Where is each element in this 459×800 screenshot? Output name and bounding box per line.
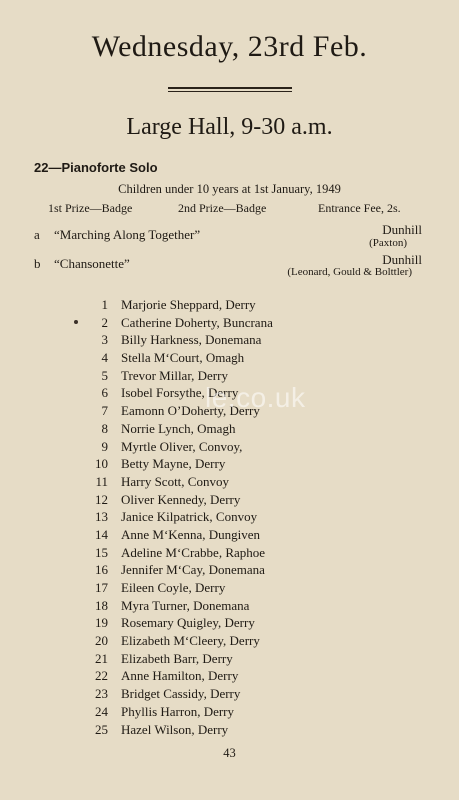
list-item <box>0 509 459 527</box>
venue-time: Large Hall, 9-30 a.m. <box>126 114 333 140</box>
entrant-number: 5 <box>101 367 108 383</box>
list-item <box>0 651 459 669</box>
list-item <box>0 704 459 722</box>
list-item <box>0 668 459 686</box>
list-item <box>0 545 459 563</box>
entrant-name: Trevor Millar, Derry <box>121 367 228 383</box>
entrant-number: 14 <box>95 526 108 542</box>
entrant-name: Elizabeth Barr, Derry <box>121 650 233 666</box>
entrant-number: 8 <box>101 420 108 436</box>
piece-publisher: (Leonard, Gould & Bolttler) <box>287 266 412 278</box>
entrant-number: 24 <box>95 703 108 719</box>
piece-title: “Chansonette” <box>54 256 130 271</box>
second-prize: 2nd Prize—Badge <box>178 201 267 215</box>
entrant-number: 13 <box>95 509 108 525</box>
entrant-number: 21 <box>95 650 108 666</box>
entrant-name: Hazel Wilson, Derry <box>121 721 229 737</box>
entrant-name: Rosemary Quigley, Derry <box>121 615 255 631</box>
entrant-number: 16 <box>95 562 108 578</box>
entrant-name: Bridget Cassidy, Derry <box>121 686 241 702</box>
entrant-number: 20 <box>95 633 108 649</box>
piece-composer: Dunhill <box>382 222 422 237</box>
list-item <box>0 633 459 651</box>
class-title: 22—Pianoforte Solo <box>34 160 158 175</box>
entrant-name: Harry Scott, Convoy <box>121 473 229 489</box>
entrant-number: 25 <box>95 721 108 737</box>
title-rule <box>168 87 292 92</box>
entrant-number: 12 <box>95 491 108 507</box>
entrant-number: 1 <box>101 297 108 312</box>
list-item <box>0 527 459 545</box>
entrant-number: 15 <box>95 544 108 560</box>
entrant-number: 19 <box>95 615 108 631</box>
entrant-number: 18 <box>95 597 108 613</box>
entrant-number: 3 <box>101 332 108 348</box>
entrant-name: Myra Turner, Donemana <box>121 597 250 613</box>
list-item <box>0 297 459 315</box>
list-item <box>0 315 459 333</box>
list-item <box>0 474 459 492</box>
entrant-name: Norrie Lynch, Omagh <box>121 420 236 436</box>
entrant-number: 23 <box>95 686 108 702</box>
piece-publisher: (Paxton) <box>369 237 407 249</box>
list-item <box>0 439 459 457</box>
entrant-number: 22 <box>95 668 108 684</box>
entrant-list <box>0 297 459 739</box>
entrant-name: Elizabeth M‘Cleery, Derry <box>121 633 260 649</box>
list-item <box>0 492 459 510</box>
day-title: Wednesday, 23rd Feb. <box>91 30 368 63</box>
entrant-number: 10 <box>95 456 108 472</box>
entrant-name: Oliver Kennedy, Derry <box>121 491 241 507</box>
list-item <box>0 580 459 598</box>
entrant-name: Catherine Doherty, Buncrana <box>121 314 273 330</box>
entrant-name: Isobel Forsythe, Derry <box>121 385 239 401</box>
piece-letter: a <box>34 227 40 242</box>
entrant-name: Betty Mayne, Derry <box>121 456 226 472</box>
eligibility-note: Children under 10 years at 1st January, 1949 <box>118 182 341 196</box>
entrant-name: Eamonn O’Doherty, Derry <box>121 403 260 419</box>
entrant-name: Anne M‘Kenna, Dungiven <box>121 526 260 542</box>
piece-composer: Dunhill <box>382 252 422 267</box>
entrance-fee: Entrance Fee, 2s. <box>318 201 401 215</box>
list-item <box>0 615 459 633</box>
entrant-number: 6 <box>101 385 108 401</box>
entrant-name: Billy Harkness, Donemana <box>121 332 262 348</box>
list-item <box>0 332 459 350</box>
entrant-name: Adeline M‘Crabbe, Raphoe <box>121 544 266 560</box>
watermark: le.co.uk <box>205 382 306 413</box>
list-item <box>0 350 459 368</box>
test-piece-b <box>34 256 130 272</box>
piece-title: “Marching Along Together” <box>54 227 201 242</box>
list-item <box>0 456 459 474</box>
entrant-number: 17 <box>95 580 108 595</box>
list-item <box>0 722 459 740</box>
entrant-number: 7 <box>101 403 108 419</box>
entrant-number: 2 <box>101 314 108 330</box>
entrant-name: Janice Kilpatrick, Convoy <box>121 509 258 525</box>
list-item <box>0 686 459 704</box>
entrant-number: 11 <box>95 473 108 489</box>
page-number: 43 <box>223 746 236 760</box>
entrant-name: Anne Hamilton, Derry <box>121 668 239 684</box>
list-item <box>0 421 459 439</box>
entrant-name: Jennifer M‘Cay, Donemana <box>121 562 265 578</box>
entrant-name: Marjorie Sheppard, Derry <box>121 297 256 312</box>
entrant-name: Eileen Coyle, Derry <box>121 580 226 595</box>
list-item <box>0 598 459 616</box>
test-piece-a <box>34 227 200 243</box>
piece-letter: b <box>34 256 41 271</box>
entrant-number: 9 <box>101 438 108 454</box>
entrant-name: Myrtle Oliver, Convoy, <box>121 438 243 454</box>
entrant-name: Stella M‘Court, Omagh <box>121 350 245 366</box>
list-item <box>0 562 459 580</box>
first-prize: 1st Prize—Badge <box>48 201 133 215</box>
entrant-number: 4 <box>101 350 108 366</box>
entrant-name: Phyllis Harron, Derry <box>121 703 235 719</box>
